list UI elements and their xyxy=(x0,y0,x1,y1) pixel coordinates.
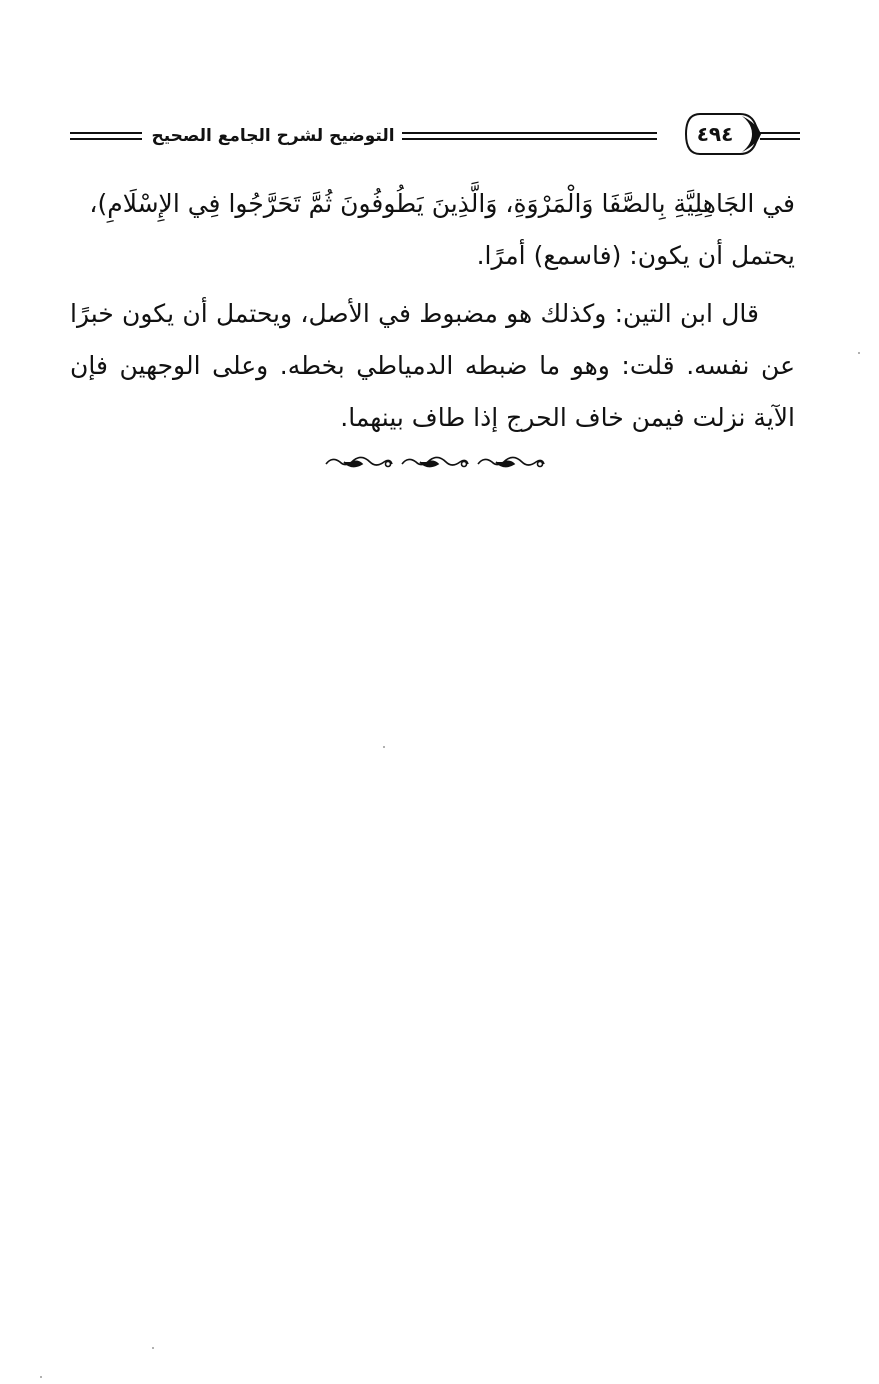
running-header xyxy=(70,108,800,164)
paper-speck xyxy=(383,746,385,748)
paragraph-1 xyxy=(70,178,795,282)
header-rule-middle xyxy=(402,130,657,142)
page-number: ٤٩٤ xyxy=(696,122,734,146)
quran-quote: في الجَاهِلِيَّةِ بِالصَّفَا وَالْمَرْوَةِ، وَالَّذِينَ يَطُوفُونَ ثُمَّ تَحَرَّجُوا فِي الإِسْلَامِ)، xyxy=(89,189,795,218)
paper-speck xyxy=(40,1376,42,1378)
body-text xyxy=(70,178,795,444)
paper-speck xyxy=(152,1347,154,1349)
floral-divider-icon xyxy=(322,452,547,474)
paragraph-2: قال ابن التين: وكذلك هو مضبوط في الأصل، ويحتمل أن يكون خبرًا عن نفسه. قلت: وهو ما ضبطه الدمياطي بخطه. وعلى الوجهين فإن الآية نزلت فيمن خاف الحرج إذا طاف بينهما. xyxy=(70,299,795,432)
header-rule-left xyxy=(70,130,142,142)
paper-speck xyxy=(858,352,860,354)
running-title: التوضيح لشرح الجامع الصحيح xyxy=(151,126,395,146)
commentary-line: يحتمل أن يكون: (فاسمع) أمرًا. xyxy=(476,241,795,270)
page-number-badge xyxy=(682,110,762,158)
header-rule-right xyxy=(760,130,800,142)
